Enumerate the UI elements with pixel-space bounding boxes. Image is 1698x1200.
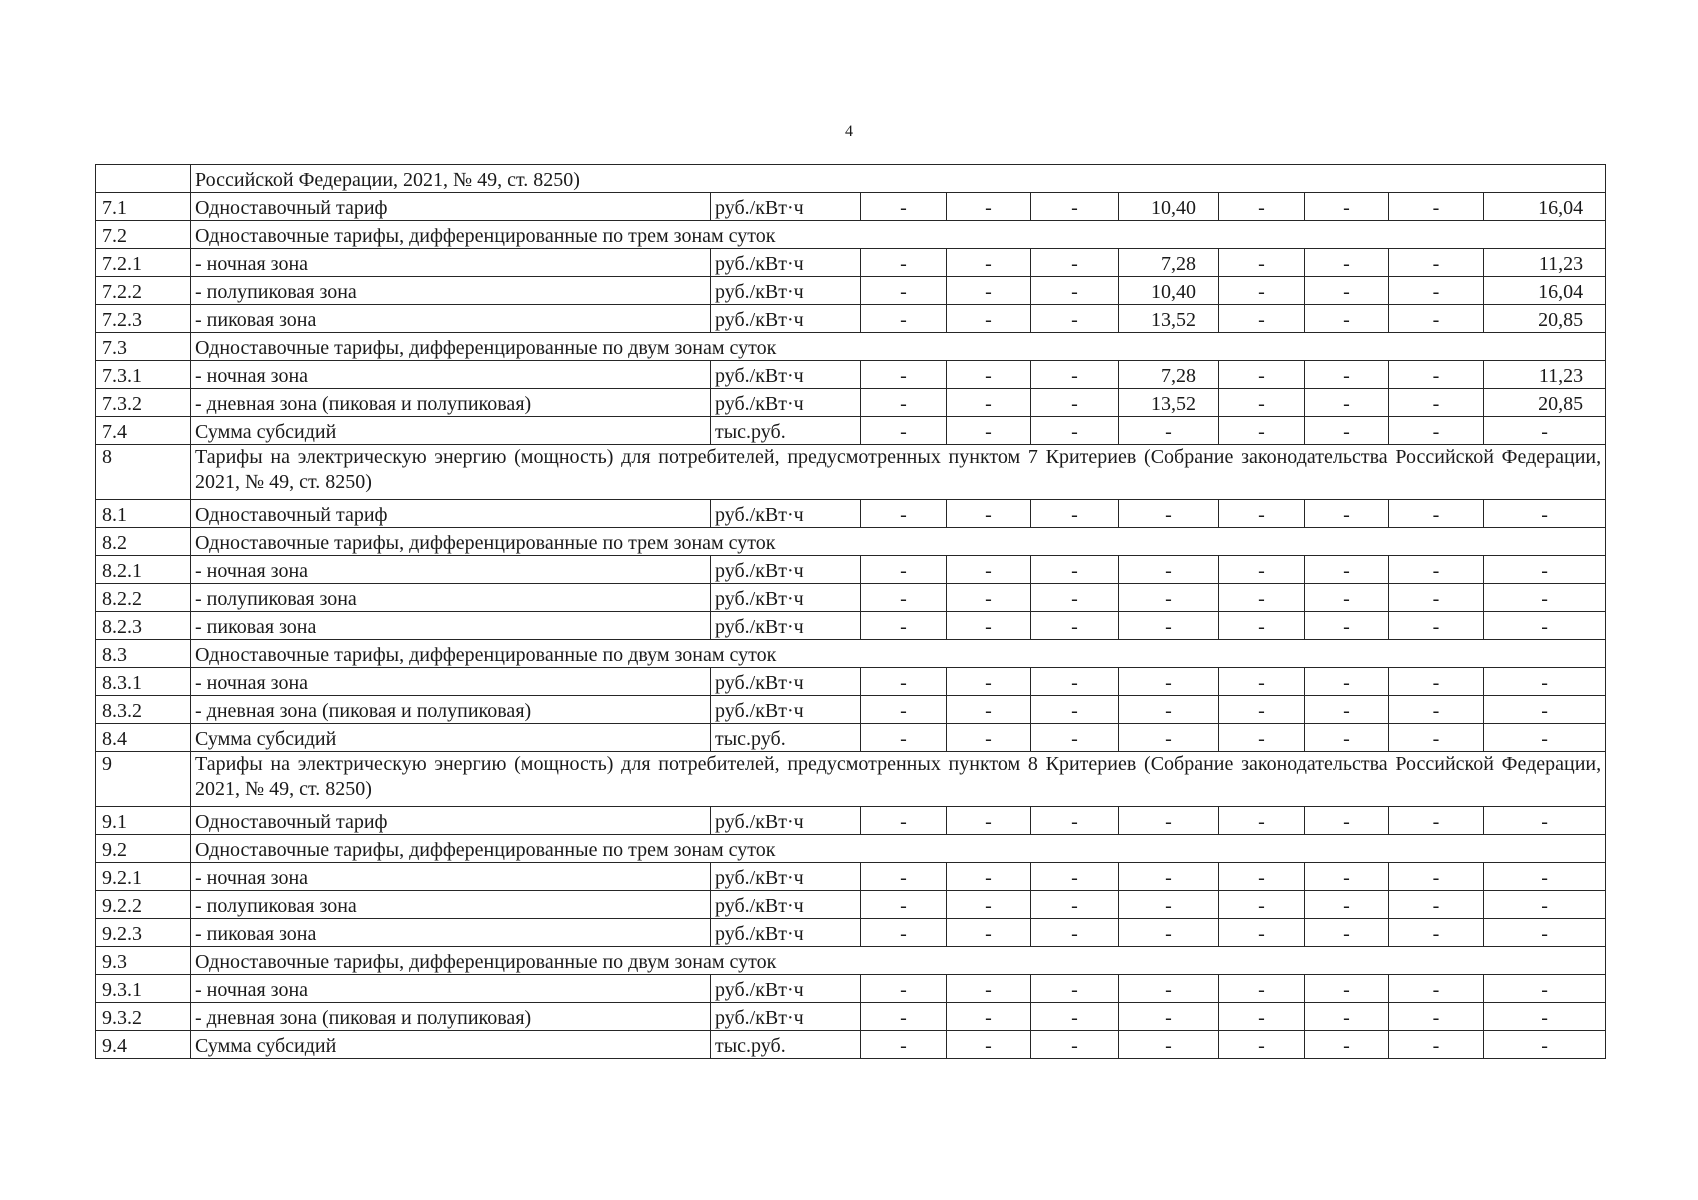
value-cell: - <box>1389 417 1484 445</box>
value-cell: - <box>1389 863 1484 891</box>
row-number: 7.2.3 <box>96 305 191 333</box>
value-cell: - <box>861 668 947 696</box>
table-row <box>96 556 1606 584</box>
value-cell: - <box>1389 668 1484 696</box>
value-cell: - <box>1305 584 1389 612</box>
value-cell: - <box>861 807 947 835</box>
value-cell: - <box>861 891 947 919</box>
table-row <box>96 389 1606 417</box>
row-number: 8.2.3 <box>96 612 191 640</box>
unit-cell: руб./кВт·ч <box>711 277 861 305</box>
row-number: 7.3.1 <box>96 361 191 389</box>
group-title: Одноставочные тарифы, дифференцированные по двум зонам суток <box>191 640 1606 668</box>
unit-cell: руб./кВт·ч <box>711 1003 861 1031</box>
value-cell: - <box>1484 863 1606 891</box>
value-cell: - <box>1305 919 1389 947</box>
row-label: - ночная зона <box>191 668 711 696</box>
row-number: 9.3.2 <box>96 1003 191 1031</box>
value-cell: - <box>1219 919 1305 947</box>
row-label: Одноставочный тариф <box>191 500 711 528</box>
row-number: 8.2.1 <box>96 556 191 584</box>
value-cell: - <box>1305 193 1389 221</box>
table-row <box>96 584 1606 612</box>
unit-cell: руб./кВт·ч <box>711 696 861 724</box>
group-title: Одноставочные тарифы, дифференцированные по трем зонам суток <box>191 528 1606 556</box>
value-cell: - <box>1119 696 1219 724</box>
value-cell: - <box>1119 584 1219 612</box>
value-cell: - <box>1119 863 1219 891</box>
group-row <box>96 528 1606 556</box>
value-cell: - <box>947 668 1031 696</box>
value-cell: - <box>1031 249 1119 277</box>
unit-cell: руб./кВт·ч <box>711 975 861 1003</box>
table-row <box>96 417 1606 445</box>
row-label: - полупиковая зона <box>191 584 711 612</box>
row-label: - пиковая зона <box>191 305 711 333</box>
value-cell: - <box>861 361 947 389</box>
section-row <box>96 752 1606 807</box>
row-number: 7.2 <box>96 221 191 249</box>
value-cell: - <box>861 305 947 333</box>
group-title: Одноставочные тарифы, дифференцированные по двум зонам суток <box>191 947 1606 975</box>
unit-cell: руб./кВт·ч <box>711 389 861 417</box>
value-cell: - <box>1031 668 1119 696</box>
value-cell: - <box>1305 389 1389 417</box>
row-number: 7.3 <box>96 333 191 361</box>
value-cell: - <box>1389 612 1484 640</box>
value-cell: - <box>1119 612 1219 640</box>
table-row <box>96 668 1606 696</box>
value-cell: - <box>1031 389 1119 417</box>
tariff-table <box>95 164 1606 1059</box>
value-cell: - <box>1219 305 1305 333</box>
value-cell: - <box>1305 249 1389 277</box>
value-cell: - <box>1389 249 1484 277</box>
value-cell: - <box>1119 556 1219 584</box>
value-cell: - <box>861 249 947 277</box>
value-cell: - <box>1484 500 1606 528</box>
row-number: 8.3.2 <box>96 696 191 724</box>
row-label: Одноставочный тариф <box>191 807 711 835</box>
row-label: - ночная зона <box>191 975 711 1003</box>
value-cell: - <box>947 193 1031 221</box>
value-cell: 7,28 <box>1119 361 1219 389</box>
value-cell: - <box>1219 975 1305 1003</box>
group-title: Одноставочные тарифы, дифференцированные по двум зонам суток <box>191 333 1606 361</box>
value-cell: - <box>1219 389 1305 417</box>
value-cell: - <box>1219 807 1305 835</box>
row-number: 8 <box>96 445 191 500</box>
value-cell: - <box>1389 891 1484 919</box>
row-number: 9.1 <box>96 807 191 835</box>
row-label: - полупиковая зона <box>191 891 711 919</box>
unit-cell: руб./кВт·ч <box>711 919 861 947</box>
value-cell: - <box>1305 1003 1389 1031</box>
value-cell: - <box>1031 696 1119 724</box>
row-number: 9.4 <box>96 1031 191 1059</box>
value-cell: - <box>1031 1003 1119 1031</box>
row-number: 8.1 <box>96 500 191 528</box>
value-cell: - <box>1219 249 1305 277</box>
value-cell: - <box>1031 584 1119 612</box>
continuation-row <box>96 165 1606 193</box>
value-cell: - <box>1484 891 1606 919</box>
value-cell: - <box>947 556 1031 584</box>
value-cell: 13,52 <box>1119 305 1219 333</box>
unit-cell: тыс.руб. <box>711 417 861 445</box>
value-cell: - <box>1484 975 1606 1003</box>
value-cell: - <box>1389 1003 1484 1031</box>
row-label: Сумма субсидий <box>191 724 711 752</box>
value-cell: - <box>1484 584 1606 612</box>
table-row <box>96 863 1606 891</box>
group-title: Одноставочные тарифы, дифференцированные по трем зонам суток <box>191 835 1606 863</box>
value-cell: - <box>1484 919 1606 947</box>
table-row <box>96 500 1606 528</box>
value-cell: - <box>1305 277 1389 305</box>
unit-cell: тыс.руб. <box>711 1031 861 1059</box>
value-cell: - <box>1219 417 1305 445</box>
table-row <box>96 249 1606 277</box>
row-label: - пиковая зона <box>191 919 711 947</box>
value-cell: - <box>1484 668 1606 696</box>
value-cell: - <box>861 975 947 1003</box>
value-cell: - <box>1031 807 1119 835</box>
value-cell: - <box>861 1003 947 1031</box>
value-cell: - <box>1031 305 1119 333</box>
value-cell: - <box>861 584 947 612</box>
value-cell: - <box>1484 417 1606 445</box>
value-cell: - <box>947 500 1031 528</box>
value-cell: - <box>947 1003 1031 1031</box>
value-cell: - <box>947 389 1031 417</box>
row-number: 9.2.2 <box>96 891 191 919</box>
value-cell: - <box>947 724 1031 752</box>
value-cell: - <box>1305 1031 1389 1059</box>
group-row <box>96 221 1606 249</box>
value-cell: 10,40 <box>1119 193 1219 221</box>
value-cell: - <box>947 612 1031 640</box>
value-cell: - <box>1031 863 1119 891</box>
value-cell: - <box>861 724 947 752</box>
value-cell: - <box>1031 193 1119 221</box>
value-cell: - <box>1219 1003 1305 1031</box>
value-cell: - <box>1305 724 1389 752</box>
value-cell: - <box>1389 696 1484 724</box>
value-cell: - <box>861 1031 947 1059</box>
row-number: 8.2 <box>96 528 191 556</box>
value-cell: - <box>947 361 1031 389</box>
row-label: - пиковая зона <box>191 612 711 640</box>
value-cell: - <box>861 919 947 947</box>
row-label: - ночная зона <box>191 249 711 277</box>
section-row <box>96 445 1606 500</box>
value-cell: - <box>1219 668 1305 696</box>
value-cell: - <box>947 305 1031 333</box>
table-row <box>96 724 1606 752</box>
unit-cell: руб./кВт·ч <box>711 668 861 696</box>
group-title: Тарифы на электрическую энергию (мощность) для потребителей, предусмотренных пунктом 7 Критериев (Собрание законодательства Российской Федерации, 2021, № 49, ст. 8250) <box>191 445 1606 500</box>
row-number: 8.2.2 <box>96 584 191 612</box>
value-cell: - <box>1389 584 1484 612</box>
row-label: Одноставочный тариф <box>191 193 711 221</box>
value-cell: - <box>1305 668 1389 696</box>
row-label: - дневная зона (пиковая и полупиковая) <box>191 696 711 724</box>
row-label: - ночная зона <box>191 361 711 389</box>
table-row <box>96 277 1606 305</box>
value-cell: - <box>1484 612 1606 640</box>
value-cell: - <box>1031 417 1119 445</box>
unit-cell: руб./кВт·ч <box>711 807 861 835</box>
unit-cell: руб./кВт·ч <box>711 305 861 333</box>
value-cell: - <box>1389 556 1484 584</box>
value-cell: - <box>1389 975 1484 1003</box>
value-cell: - <box>1484 1003 1606 1031</box>
value-cell: - <box>947 863 1031 891</box>
value-cell: - <box>1219 696 1305 724</box>
table-row <box>96 361 1606 389</box>
unit-cell: руб./кВт·ч <box>711 556 861 584</box>
row-number: 9 <box>96 752 191 807</box>
value-cell: - <box>1389 919 1484 947</box>
value-cell: - <box>1219 556 1305 584</box>
value-cell: - <box>1484 724 1606 752</box>
row-number: 7.3.2 <box>96 389 191 417</box>
value-cell: - <box>947 919 1031 947</box>
group-row <box>96 947 1606 975</box>
value-cell: - <box>947 417 1031 445</box>
value-cell: - <box>1389 305 1484 333</box>
value-cell: - <box>947 249 1031 277</box>
row-number: 9.2.3 <box>96 919 191 947</box>
value-cell: - <box>861 556 947 584</box>
row-label: - дневная зона (пиковая и полупиковая) <box>191 1003 711 1031</box>
value-cell: - <box>947 584 1031 612</box>
value-cell: - <box>1305 500 1389 528</box>
value-cell: - <box>1389 389 1484 417</box>
row-number: 8.3.1 <box>96 668 191 696</box>
value-cell: - <box>1031 612 1119 640</box>
row-number: 9.2 <box>96 835 191 863</box>
row-number: 9.3.1 <box>96 975 191 1003</box>
value-cell: - <box>1219 277 1305 305</box>
row-number: 8.3 <box>96 640 191 668</box>
value-cell: - <box>1305 305 1389 333</box>
value-cell: - <box>947 1031 1031 1059</box>
unit-cell: руб./кВт·ч <box>711 612 861 640</box>
value-cell: - <box>1119 500 1219 528</box>
value-cell: - <box>1119 668 1219 696</box>
value-cell: - <box>1119 1031 1219 1059</box>
value-cell: 20,85 <box>1484 305 1606 333</box>
value-cell: - <box>1389 724 1484 752</box>
group-row <box>96 835 1606 863</box>
value-cell: - <box>861 500 947 528</box>
value-cell: - <box>1119 724 1219 752</box>
value-cell: - <box>1389 807 1484 835</box>
table-row <box>96 612 1606 640</box>
row-label: Сумма субсидий <box>191 1031 711 1059</box>
value-cell: - <box>1031 724 1119 752</box>
value-cell: - <box>1305 612 1389 640</box>
row-number: 7.4 <box>96 417 191 445</box>
value-cell: - <box>1484 1031 1606 1059</box>
value-cell: - <box>1389 1031 1484 1059</box>
value-cell: - <box>1219 891 1305 919</box>
value-cell: - <box>947 277 1031 305</box>
value-cell: - <box>1031 556 1119 584</box>
value-cell: - <box>1119 975 1219 1003</box>
value-cell: - <box>1031 500 1119 528</box>
value-cell: - <box>1305 417 1389 445</box>
row-number: 7.2.2 <box>96 277 191 305</box>
table-row <box>96 919 1606 947</box>
table-row <box>96 807 1606 835</box>
row-number: 9.3 <box>96 947 191 975</box>
value-cell: - <box>1031 975 1119 1003</box>
value-cell: - <box>1219 1031 1305 1059</box>
value-cell: - <box>861 389 947 417</box>
group-row <box>96 333 1606 361</box>
value-cell: - <box>1389 361 1484 389</box>
value-cell: 16,04 <box>1484 193 1606 221</box>
value-cell: - <box>861 696 947 724</box>
value-cell: - <box>1031 1031 1119 1059</box>
value-cell: - <box>1219 724 1305 752</box>
value-cell: - <box>861 193 947 221</box>
value-cell: 13,52 <box>1119 389 1219 417</box>
group-title: Одноставочные тарифы, дифференцированные по трем зонам суток <box>191 221 1606 249</box>
value-cell: - <box>1389 193 1484 221</box>
value-cell: - <box>1305 807 1389 835</box>
value-cell: - <box>1305 556 1389 584</box>
value-cell: - <box>1305 975 1389 1003</box>
unit-cell: тыс.руб. <box>711 724 861 752</box>
value-cell: - <box>861 277 947 305</box>
value-cell: 11,23 <box>1484 361 1606 389</box>
row-number: 7.2.1 <box>96 249 191 277</box>
row-label: - полупиковая зона <box>191 277 711 305</box>
unit-cell: руб./кВт·ч <box>711 500 861 528</box>
table-row <box>96 975 1606 1003</box>
row-label: - дневная зона (пиковая и полупиковая) <box>191 389 711 417</box>
value-cell: - <box>1219 500 1305 528</box>
row-label: - ночная зона <box>191 863 711 891</box>
value-cell: - <box>861 417 947 445</box>
value-cell: - <box>1119 1003 1219 1031</box>
value-cell: - <box>1484 556 1606 584</box>
value-cell: - <box>1031 277 1119 305</box>
tariff-table-body <box>96 165 1606 1059</box>
table-row <box>96 1031 1606 1059</box>
row-label: Сумма субсидий <box>191 417 711 445</box>
value-cell: - <box>1389 500 1484 528</box>
value-cell: - <box>1305 361 1389 389</box>
value-cell: - <box>1484 807 1606 835</box>
continuation-text: Российской Федерации, 2021, № 49, ст. 8250) <box>191 165 1606 193</box>
unit-cell: руб./кВт·ч <box>711 361 861 389</box>
group-row <box>96 640 1606 668</box>
unit-cell: руб./кВт·ч <box>711 891 861 919</box>
value-cell: - <box>1119 919 1219 947</box>
row-number: 8.4 <box>96 724 191 752</box>
value-cell: - <box>1484 696 1606 724</box>
group-title: Тарифы на электрическую энергию (мощность) для потребителей, предусмотренных пунктом 8 Критериев (Собрание законодательства Российской Федерации, 2021, № 49, ст. 8250) <box>191 752 1606 807</box>
table-row <box>96 305 1606 333</box>
value-cell: - <box>1219 863 1305 891</box>
value-cell: - <box>947 696 1031 724</box>
value-cell: 7,28 <box>1119 249 1219 277</box>
row-number-cell <box>96 165 191 193</box>
row-number: 7.1 <box>96 193 191 221</box>
value-cell: - <box>861 612 947 640</box>
unit-cell: руб./кВт·ч <box>711 863 861 891</box>
value-cell: - <box>1219 584 1305 612</box>
value-cell: 10,40 <box>1119 277 1219 305</box>
value-cell: - <box>1305 891 1389 919</box>
value-cell: 16,04 <box>1484 277 1606 305</box>
value-cell: - <box>1219 193 1305 221</box>
value-cell: 11,23 <box>1484 249 1606 277</box>
value-cell: - <box>947 807 1031 835</box>
row-label: - ночная зона <box>191 556 711 584</box>
table-row <box>96 1003 1606 1031</box>
table-row <box>96 891 1606 919</box>
value-cell: - <box>1305 696 1389 724</box>
value-cell: - <box>1219 361 1305 389</box>
value-cell: - <box>861 863 947 891</box>
unit-cell: руб./кВт·ч <box>711 249 861 277</box>
value-cell: - <box>1119 891 1219 919</box>
page-number: 4 <box>845 123 853 140</box>
value-cell: - <box>1031 891 1119 919</box>
value-cell: - <box>1031 919 1119 947</box>
table-row <box>96 696 1606 724</box>
value-cell: - <box>1389 277 1484 305</box>
value-cell: - <box>1031 361 1119 389</box>
table-row <box>96 193 1606 221</box>
unit-cell: руб./кВт·ч <box>711 584 861 612</box>
value-cell: - <box>1119 417 1219 445</box>
row-number: 9.2.1 <box>96 863 191 891</box>
value-cell: - <box>1219 612 1305 640</box>
unit-cell: руб./кВт·ч <box>711 193 861 221</box>
value-cell: - <box>1119 807 1219 835</box>
value-cell: - <box>947 891 1031 919</box>
value-cell: - <box>1305 863 1389 891</box>
value-cell: - <box>947 975 1031 1003</box>
value-cell: 20,85 <box>1484 389 1606 417</box>
